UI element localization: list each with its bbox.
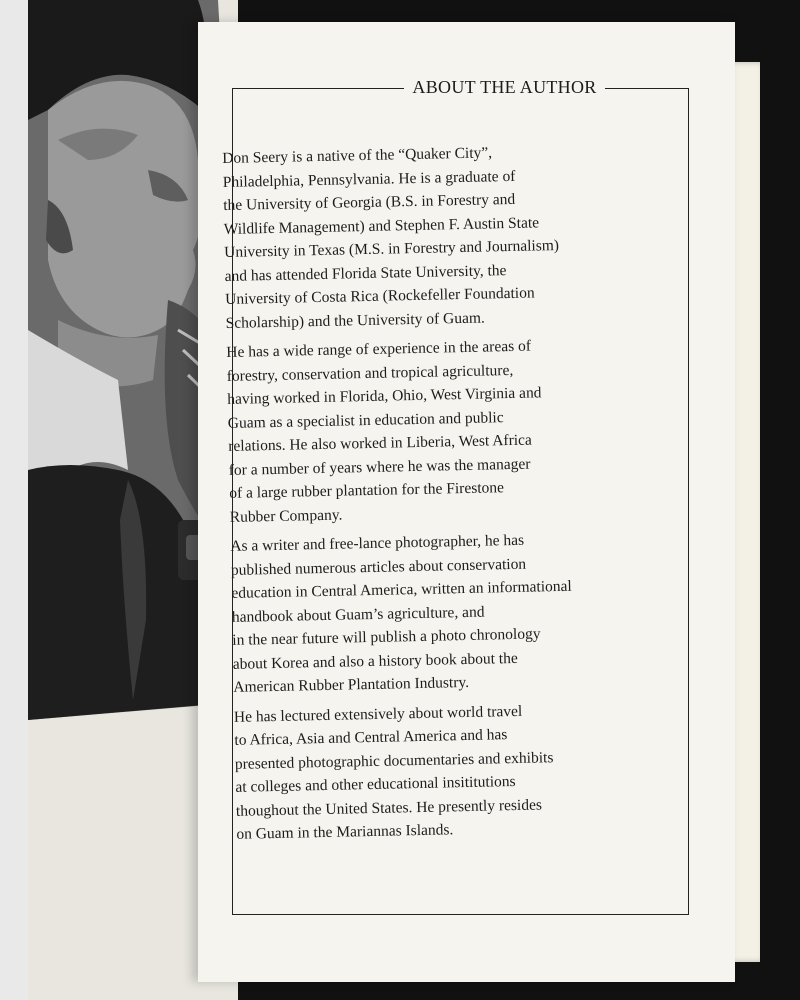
bio-paragraph-1: [222, 138, 666, 335]
bio-line: Rubber Company.: [229, 506, 343, 526]
bio-paragraph-4: [234, 696, 677, 846]
bio-line: Philadelphia, Pennsylvania. He is a graduate of: [222, 167, 516, 191]
bio-line: thoughout the United States. He presently resides: [235, 795, 543, 820]
bio-line: forestry, conservation and tropical agriculture,: [226, 361, 514, 385]
bio-line: As a writer and free-lance photographer, he has: [230, 531, 525, 555]
bio-line: presented photographic documentaries and exhibits: [234, 748, 554, 773]
bio-line: at colleges and other educational insititutions: [235, 772, 516, 796]
bio-paragraph-3: [230, 526, 673, 700]
bio-line: for a number of years where he was the manager: [228, 455, 531, 479]
bio-line: the University of Georgia (B.S. in Forestry and: [223, 190, 516, 214]
bio-line: published numerous articles about conservation: [230, 555, 527, 579]
bio-line: He has lectured extensively about world travel: [233, 702, 523, 726]
bio-line: Scholarship) and the University of Guam.: [225, 309, 485, 332]
bio-line: handbook about Guam’s agriculture, and: [231, 603, 485, 626]
bio-line: Wildlife Management) and Stephen F. Austin State: [223, 213, 540, 238]
bio-line: on Guam in the Mariannas Islands.: [236, 821, 454, 843]
bio-line: Don Seery is a native of the “Quaker City”,: [222, 144, 493, 167]
bio-line: and has attended Florida State University, the: [224, 261, 507, 285]
bio-line: about Korea and also a history book about the: [232, 649, 518, 673]
bio-line: education in Central America, written an informational: [231, 577, 572, 602]
bio-paragraph-2: [226, 332, 670, 529]
bio-line: University of Costa Rica (Rockefeller Foundation: [225, 284, 535, 308]
bio-line: in the near future will publish a photo chronology: [232, 625, 541, 649]
bio-line: of a large rubber plantation for the Firestone: [229, 479, 505, 502]
bio-line: American Rubber Plantation Industry.: [233, 673, 470, 696]
page-heading: ABOUT THE AUTHOR: [404, 74, 604, 100]
bio-line: Guam as a specialist in education and public: [227, 408, 504, 432]
heading-wrap: [232, 74, 687, 104]
author-bio: [222, 138, 677, 853]
right-page: [198, 22, 735, 982]
bio-line: relations. He also worked in Liberia, West Africa: [228, 431, 533, 455]
bio-line: having worked in Florida, Ohio, West Virginia and: [227, 384, 542, 408]
bio-line: to Africa, Asia and Central America and has: [234, 726, 508, 749]
bio-line: University in Texas (M.S. in Forestry and Journalism): [224, 236, 560, 261]
bio-line: He has a wide range of experience in the areas of: [226, 337, 532, 361]
